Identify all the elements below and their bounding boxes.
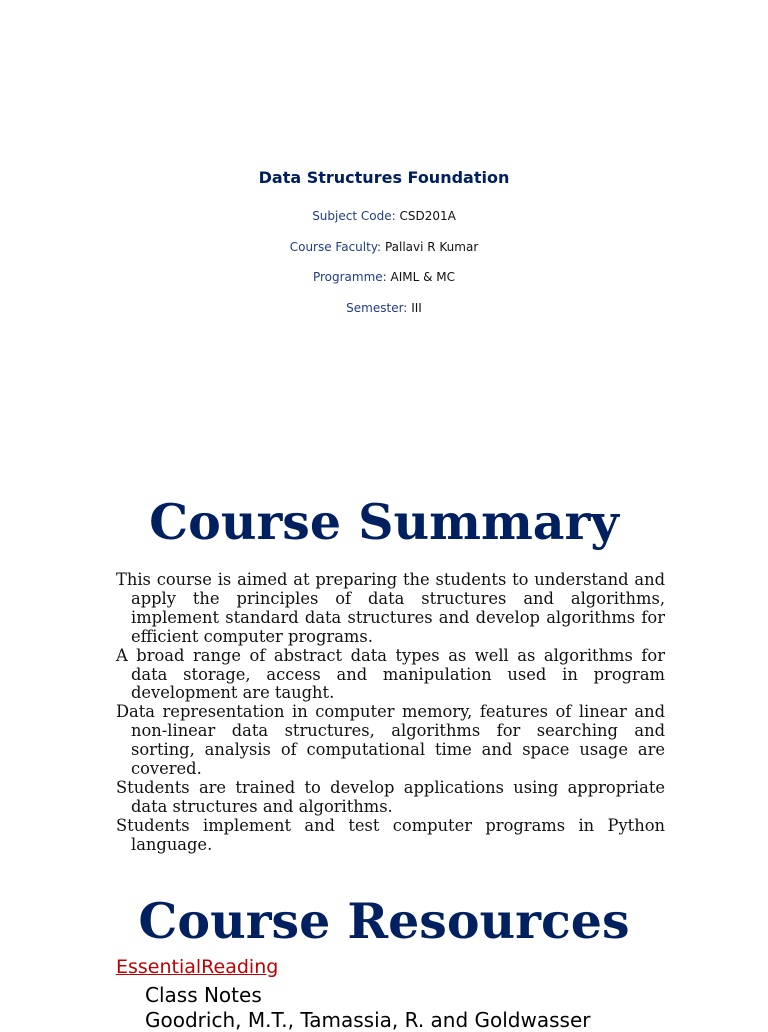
list-item: Students implement and test computer programs in Python language.	[116, 815, 665, 854]
semester-value: III	[411, 301, 422, 315]
list-item: Students are trained to develop applications using appropriate data structures and algorithms.	[116, 777, 665, 816]
programme-value: AIML & MC	[390, 270, 456, 284]
subject-code-line	[0, 209, 768, 223]
subject-code-value: CSD201A	[399, 209, 456, 223]
list-item: This course is aimed at preparing the students to understand and apply the principles of data structures and algorithms, implement standard data structures and develop algorithms for efficient computer programs.	[116, 570, 665, 646]
faculty-value: Pallavi R Kumar	[384, 240, 479, 254]
subject-code-label: Subject Code:	[312, 209, 396, 223]
list-item: Data representation in computer memory, features of linear and non-linear data structures, algorithms for searching and sorting, analysis of computational time and space usage are covered.	[116, 702, 665, 779]
course-summary-list	[116, 571, 665, 855]
course-title: Data Structures Foundation	[258, 168, 510, 187]
faculty-label: Course Faculty:	[289, 240, 382, 254]
programme-line	[0, 270, 768, 284]
programme-label: Programme:	[312, 270, 387, 284]
essential-reading-link[interactable]: EssentialReading	[116, 956, 279, 978]
semester-label: Semester:	[346, 301, 408, 315]
resource-item: Class Notes	[145, 983, 262, 1007]
resource-item: Goodrich, M.T., Tamassia, R. and Goldwasser	[145, 1008, 591, 1032]
course-summary-heading: Course Summary	[149, 493, 619, 551]
semester-line	[0, 301, 768, 315]
list-item: A broad range of abstract data types as well as algorithms for data storage, access and manipulation used in program development are taught.	[116, 645, 665, 703]
course-resources-heading: Course Resources	[138, 892, 630, 950]
faculty-line	[0, 240, 768, 254]
